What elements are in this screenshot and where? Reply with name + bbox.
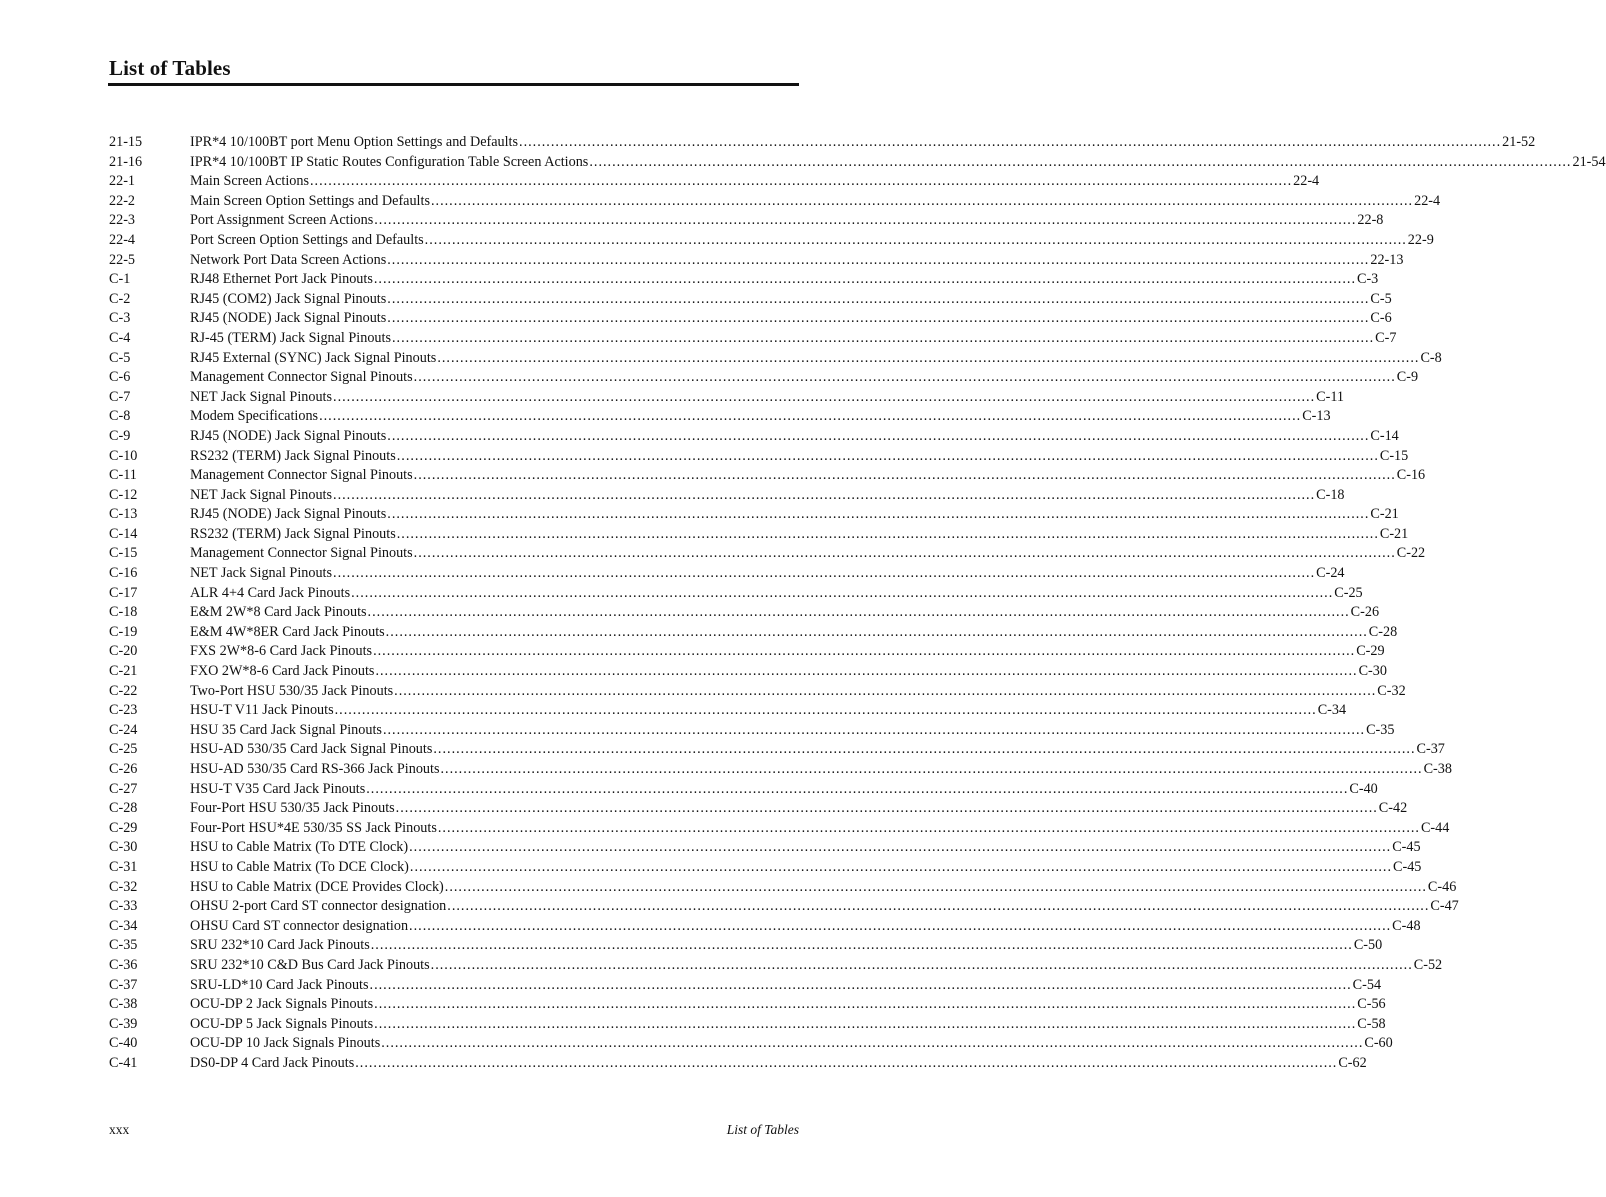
table-list-entry[interactable] [109, 956, 1443, 976]
table-list-entry[interactable] [109, 231, 1434, 251]
dot-leader [409, 838, 1391, 858]
table-list-entry[interactable] [109, 505, 1399, 525]
title-rule [108, 83, 799, 86]
table-list-entry[interactable] [109, 133, 1536, 153]
table-list-entry[interactable] [109, 721, 1395, 741]
entry-title: RJ45 (NODE) Jack Signal Pinouts [190, 427, 387, 444]
entry-number: C-4 [109, 329, 131, 346]
entry-number: C-38 [109, 996, 138, 1013]
table-list-entry[interactable] [109, 486, 1345, 506]
table-list-entry[interactable] [109, 995, 1386, 1015]
entry-page-reference: C-58 [1357, 1015, 1386, 1032]
entry-page-reference: 22-4 [1293, 173, 1320, 190]
table-list-entry[interactable] [109, 1054, 1367, 1074]
dot-leader [368, 603, 1350, 623]
dot-leader [387, 309, 1369, 329]
entry-page-reference: C-7 [1375, 329, 1397, 346]
entry-page-reference: C-21 [1379, 525, 1409, 542]
dot-leader [386, 623, 1368, 643]
entry-number: C-29 [109, 819, 138, 836]
table-list-entry[interactable] [109, 858, 1422, 878]
table-list-entry[interactable] [109, 662, 1387, 682]
table-list-entry[interactable] [109, 466, 1426, 486]
entry-number: C-40 [109, 1035, 138, 1052]
entry-page-reference: C-45 [1393, 858, 1422, 875]
dot-leader [381, 1034, 1363, 1054]
entry-title: Port Screen Option Settings and Defaults [190, 231, 424, 248]
table-list-entry[interactable] [109, 976, 1382, 996]
entry-page-reference: C-44 [1420, 819, 1450, 836]
table-list-entry[interactable] [109, 427, 1399, 447]
dot-leader [445, 878, 1427, 898]
footer-section-title: List of Tables [726, 1122, 799, 1137]
entry-number: C-33 [109, 898, 138, 915]
entry-title: HSU to Cable Matrix (To DTE Clock) [190, 839, 409, 856]
entry-number: C-39 [109, 1015, 138, 1032]
table-list-entry[interactable] [109, 192, 1441, 212]
entry-title: OHSU Card ST connector designation [190, 917, 409, 934]
dot-leader [397, 525, 1379, 545]
table-list-entry[interactable] [109, 623, 1398, 643]
entry-title: RJ-45 (TERM) Jack Signal Pinouts [190, 329, 391, 346]
entry-title: RS232 (TERM) Jack Signal Pinouts [190, 525, 396, 542]
table-list-entry[interactable] [109, 329, 1397, 349]
entry-title: E&M 2W*8 Card Jack Pinouts [190, 604, 367, 621]
entry-number: C-13 [109, 506, 138, 523]
entry-number: C-19 [109, 623, 138, 640]
entry-title: HSU 35 Card Jack Signal Pinouts [190, 721, 382, 738]
entry-number: 21-16 [109, 153, 143, 170]
entry-page-reference: C-9 [1396, 369, 1419, 386]
entry-number: C-5 [109, 349, 131, 366]
table-list [109, 133, 1606, 1074]
dot-leader [370, 976, 1352, 996]
dot-leader [410, 858, 1392, 878]
entry-page-reference: C-14 [1370, 427, 1399, 444]
entry-page-reference: C-45 [1392, 839, 1421, 856]
table-list-entry[interactable] [109, 917, 1421, 937]
table-list-entry[interactable] [109, 603, 1380, 623]
entry-page-reference: C-6 [1370, 310, 1392, 327]
entry-number: C-16 [109, 565, 138, 582]
dot-leader [387, 290, 1369, 310]
entry-title: Management Connector Signal Pinouts [190, 467, 413, 484]
dot-leader [394, 682, 1376, 702]
entry-title: SRU-LD*10 Card Jack Pinouts [190, 976, 369, 993]
entry-number: 22-5 [109, 251, 136, 268]
entry-page-reference: C-29 [1356, 643, 1385, 660]
entry-number: C-27 [109, 780, 138, 797]
table-list-entry[interactable] [109, 1034, 1393, 1054]
entry-title: NET Jack Signal Pinouts [190, 486, 333, 503]
entry-number: C-9 [109, 427, 131, 444]
entry-number: C-31 [109, 858, 138, 875]
dot-leader [433, 740, 1415, 760]
entry-number: C-32 [109, 878, 138, 895]
entry-page-reference: C-40 [1349, 780, 1378, 797]
entry-page-reference: C-32 [1377, 682, 1406, 699]
entry-number: C-14 [109, 525, 138, 542]
dot-leader [333, 388, 1315, 408]
entry-number: C-35 [109, 937, 138, 954]
dot-leader [409, 917, 1391, 937]
entry-number: C-15 [109, 545, 138, 562]
dot-leader [397, 447, 1379, 467]
dot-leader [396, 799, 1378, 819]
page-title: List of Tables [109, 56, 231, 80]
table-list-entry[interactable] [109, 525, 1409, 545]
table-list-entry[interactable] [109, 936, 1383, 956]
table-list-entry[interactable] [109, 799, 1408, 819]
entry-number: C-11 [109, 467, 137, 484]
dot-leader [371, 936, 1353, 956]
entry-number: 22-3 [109, 212, 136, 229]
entry-page-reference: C-24 [1316, 565, 1345, 582]
dot-leader [387, 505, 1369, 525]
entry-number: C-37 [109, 976, 138, 993]
dot-leader [437, 349, 1419, 369]
dot-leader [374, 270, 1356, 290]
dot-leader [438, 819, 1420, 839]
entry-title: Two-Port HSU 530/35 Jack Pinouts [190, 682, 394, 699]
table-list-entry[interactable] [109, 740, 1445, 760]
entry-number: 21-15 [109, 134, 143, 150]
table-list-entry[interactable] [109, 270, 1379, 290]
entry-title: SRU 232*10 C&D Bus Card Jack Pinouts [190, 956, 430, 973]
entry-number: 22-4 [109, 231, 136, 248]
dot-leader [319, 407, 1301, 427]
entry-title: HSU to Cable Matrix (To DCE Clock) [190, 858, 409, 875]
table-list-entry[interactable] [109, 290, 1392, 310]
dot-leader [374, 1015, 1356, 1035]
entry-number: C-41 [109, 1054, 138, 1071]
table-list-entry[interactable] [109, 564, 1345, 584]
entry-title: Management Connector Signal Pinouts [190, 545, 413, 562]
table-list-entry[interactable] [109, 153, 1606, 173]
entry-number: C-25 [109, 741, 138, 758]
entry-page-reference: C-28 [1368, 623, 1398, 640]
entry-page-reference: C-56 [1357, 996, 1386, 1013]
entry-page-reference: C-42 [1378, 800, 1408, 817]
dot-leader [355, 1054, 1337, 1074]
entry-title: RJ48 Ethernet Port Jack Pinouts [190, 271, 373, 288]
table-list-entry[interactable] [109, 878, 1457, 898]
entry-title: Network Port Data Screen Actions [190, 251, 387, 268]
dot-leader [373, 642, 1355, 662]
entry-page-reference: C-60 [1364, 1035, 1393, 1052]
table-list-entry[interactable] [109, 407, 1331, 427]
entry-number: C-8 [109, 408, 131, 425]
entry-page-reference: C-47 [1430, 898, 1459, 915]
table-list-entry[interactable] [109, 447, 1409, 467]
entry-page-reference: 21-54 [1572, 153, 1606, 170]
entry-number: 22-1 [109, 173, 136, 190]
dot-leader [414, 544, 1396, 564]
entry-number: C-1 [109, 271, 131, 288]
entry-title: HSU-T V11 Jack Pinouts [190, 702, 334, 719]
entry-number: C-36 [109, 956, 138, 973]
entry-page-reference: C-21 [1370, 506, 1399, 523]
entry-number: C-7 [109, 388, 131, 405]
footer-page-number: xxx [109, 1122, 130, 1137]
dot-leader [589, 153, 1571, 173]
entry-page-reference: C-15 [1379, 447, 1409, 464]
entry-title: Port Assignment Screen Actions [190, 212, 374, 229]
entry-page-reference: C-34 [1317, 702, 1347, 719]
entry-page-reference: 22-8 [1357, 212, 1384, 229]
entry-page-reference: 22-13 [1370, 251, 1404, 268]
entry-number: C-3 [109, 310, 131, 327]
entry-title: Management Connector Signal Pinouts [190, 369, 413, 386]
table-list-entry[interactable] [109, 349, 1442, 369]
entry-title: HSU-AD 530/35 Card RS-366 Jack Pinouts [190, 761, 440, 777]
dot-leader [374, 995, 1356, 1015]
table-list-entry[interactable] [109, 682, 1406, 702]
entry-title: IPR*4 10/100BT IP Static Routes Configuration Table Screen Actions [190, 153, 589, 170]
entry-title: OCU-DP 5 Jack Signals Pinouts [190, 1015, 374, 1032]
dot-leader [431, 956, 1413, 976]
entry-page-reference: 22-4 [1414, 192, 1441, 209]
dot-leader [333, 486, 1315, 506]
entry-number: C-18 [109, 604, 138, 621]
entry-title: FXO 2W*8-6 Card Jack Pinouts [190, 663, 375, 680]
entry-number: C-17 [109, 584, 138, 601]
entry-number: C-2 [109, 290, 131, 307]
entry-title: HSU-AD 530/35 Card Jack Signal Pinouts [190, 741, 433, 758]
entry-title: RJ45 (COM2) Jack Signal Pinouts [190, 290, 387, 307]
entry-page-reference: C-13 [1302, 408, 1331, 425]
entry-title: HSU-T V35 Card Jack Pinouts [190, 780, 366, 797]
entry-title: OCU-DP 2 Jack Signals Pinouts [190, 996, 374, 1013]
entry-number: C-23 [109, 702, 138, 719]
entry-number: C-30 [109, 839, 138, 856]
entry-title: Main Screen Option Settings and Defaults [190, 192, 430, 209]
entry-number: C-22 [109, 682, 138, 699]
entry-title: Main Screen Actions [190, 173, 309, 190]
table-list-entry[interactable] [109, 584, 1363, 604]
entry-title: OCU-DP 10 Jack Signals Pinouts [190, 1035, 381, 1052]
table-list-entry[interactable] [109, 760, 1452, 780]
entry-title: NET Jack Signal Pinouts [190, 388, 333, 405]
dot-leader [414, 368, 1396, 388]
entry-page-reference: C-54 [1352, 976, 1382, 993]
dot-leader [447, 897, 1429, 917]
table-list-entry[interactable] [109, 172, 1320, 192]
entry-title: Four-Port HSU 530/35 Jack Pinouts [190, 800, 395, 817]
entry-number: 22-2 [109, 192, 136, 209]
entry-title: RJ45 External (SYNC) Jack Signal Pinouts [190, 349, 437, 366]
table-list-entry[interactable] [109, 368, 1419, 388]
table-list-entry[interactable] [109, 1015, 1386, 1035]
entry-page-reference: C-37 [1416, 741, 1445, 758]
dot-leader [440, 760, 1422, 780]
entry-title: E&M 4W*8ER Card Jack Pinouts [190, 623, 385, 640]
entry-page-reference: C-62 [1338, 1054, 1367, 1071]
table-list-entry[interactable] [109, 780, 1378, 800]
entry-title: ALR 4+4 Card Jack Pinouts [190, 584, 351, 601]
entry-page-reference: C-26 [1350, 604, 1380, 621]
entry-title: Four-Port HSU*4E 530/35 SS Jack Pinouts [190, 819, 437, 836]
entry-number: C-12 [109, 486, 138, 503]
dot-leader [366, 780, 1348, 800]
entry-number: C-10 [109, 447, 138, 464]
dot-leader [310, 172, 1292, 192]
entry-page-reference: C-22 [1396, 545, 1426, 562]
table-list-entry[interactable] [109, 897, 1459, 917]
table-list-entry[interactable] [109, 838, 1421, 858]
entry-page-reference: 22-9 [1407, 231, 1434, 248]
entry-number: C-26 [109, 761, 138, 777]
dot-leader [335, 701, 1317, 721]
entry-title: DS0-DP 4 Card Jack Pinouts [190, 1054, 355, 1071]
entry-title: OHSU 2-port Card ST connector designation [190, 898, 447, 915]
entry-title: RS232 (TERM) Jack Signal Pinouts [190, 447, 396, 464]
dot-leader [387, 427, 1369, 447]
entry-page-reference: C-46 [1427, 878, 1457, 895]
entry-title: RJ45 (NODE) Jack Signal Pinouts [190, 506, 387, 523]
entry-title: NET Jack Signal Pinouts [190, 565, 333, 582]
dot-leader [374, 211, 1356, 231]
entry-page-reference: C-52 [1413, 956, 1443, 973]
entry-page-reference: C-5 [1370, 290, 1392, 307]
dot-leader [431, 192, 1413, 212]
dot-leader [519, 133, 1501, 153]
entry-page-reference: C-25 [1334, 584, 1363, 601]
dot-leader [351, 584, 1333, 604]
entry-page-reference: C-30 [1358, 663, 1387, 680]
dot-leader [414, 466, 1396, 486]
entry-title: HSU to Cable Matrix (DCE Provides Clock) [190, 878, 444, 895]
table-list-entry[interactable] [109, 544, 1426, 564]
entry-number: C-28 [109, 800, 138, 817]
dot-leader [333, 564, 1315, 584]
dot-leader [387, 251, 1369, 271]
entry-number: C-6 [109, 369, 131, 386]
table-list-entry[interactable] [109, 309, 1392, 329]
table-list-entry[interactable] [109, 701, 1347, 721]
entry-title: RJ45 (NODE) Jack Signal Pinouts [190, 310, 387, 327]
dot-leader [375, 662, 1357, 682]
entry-page-reference: C-11 [1316, 388, 1344, 405]
entry-title: Modem Specifications [190, 408, 319, 425]
entry-number: C-34 [109, 917, 138, 934]
entry-page-reference: C-18 [1316, 486, 1345, 503]
table-list-entry[interactable] [109, 819, 1450, 839]
dot-leader [392, 329, 1374, 349]
entry-page-reference: 21-52 [1502, 134, 1536, 150]
entry-page-reference: C-3 [1356, 271, 1379, 288]
entry-number: C-24 [109, 721, 138, 738]
table-list-entry[interactable] [109, 642, 1385, 662]
dot-leader [425, 231, 1407, 251]
entry-title: SRU 232*10 Card Jack Pinouts [190, 937, 370, 954]
entry-page-reference: C-48 [1392, 917, 1421, 934]
dot-leader [383, 721, 1365, 741]
entry-page-reference: C-38 [1423, 761, 1452, 777]
entry-number: C-20 [109, 643, 138, 660]
entry-page-reference: C-8 [1420, 349, 1442, 366]
entry-page-reference: C-16 [1396, 467, 1426, 484]
entry-page-reference: C-35 [1366, 721, 1395, 738]
table-list-entry[interactable] [109, 251, 1404, 271]
entry-title: IPR*4 10/100BT port Menu Option Settings and Defaults [190, 134, 519, 150]
entry-number: C-21 [109, 663, 138, 680]
entry-title: FXS 2W*8-6 Card Jack Pinouts [190, 643, 373, 660]
entry-page-reference: C-50 [1353, 937, 1383, 954]
table-list-entry[interactable] [109, 388, 1344, 408]
table-list-entry[interactable] [109, 211, 1384, 231]
